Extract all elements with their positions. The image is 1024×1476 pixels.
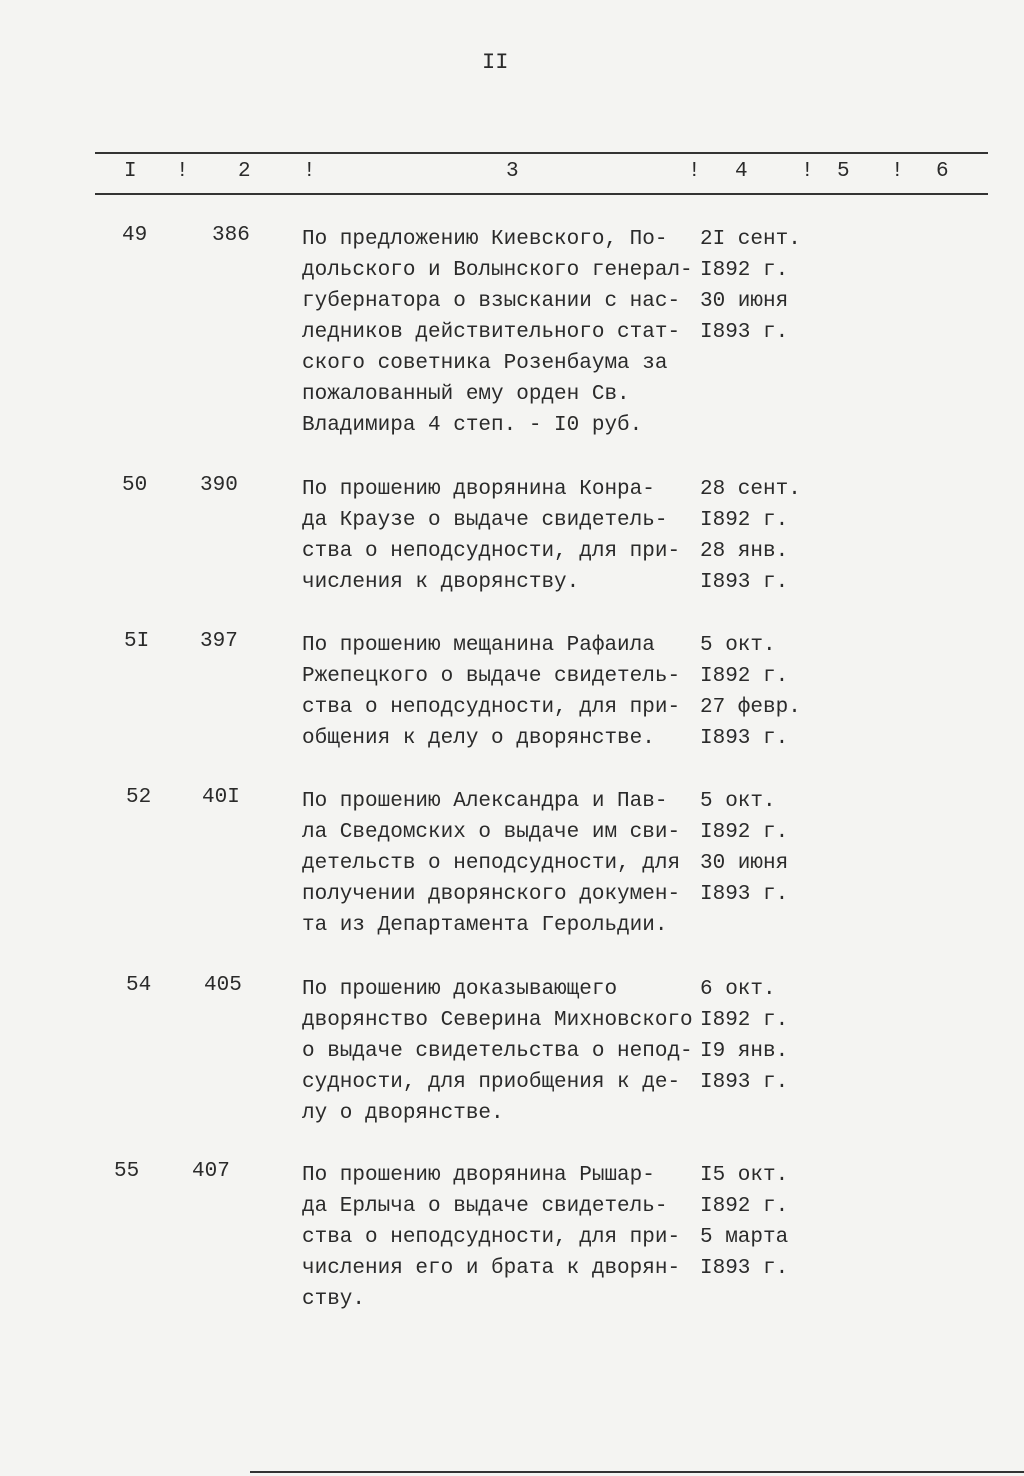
entry-description-line: По прошению дворянина Рышар-: [302, 1164, 655, 1187]
entry-description-line: да Ерлыча о выдаче свидетель-: [302, 1195, 668, 1218]
entry-description-line: дольского и Волынского генерал-: [302, 259, 693, 282]
file-number: 40I: [202, 786, 240, 809]
column-separator: !: [688, 160, 701, 183]
entry-description-line: По прошению доказывающего: [302, 978, 618, 1001]
entry-description: [302, 474, 680, 598]
entry-dates-line: 28 янв.: [700, 540, 789, 563]
column-separator: !: [176, 160, 189, 183]
file-number: 386: [212, 224, 250, 247]
entry-number: 50: [122, 474, 148, 497]
entry-dates-line: I893 г.: [700, 571, 789, 594]
entry-description-line: губернатора о взыскании с нас-: [302, 290, 681, 313]
table-top-rule: [95, 152, 988, 154]
page-number: II: [482, 50, 509, 75]
entry-dates-line: 2I сент.: [700, 228, 801, 251]
entry-description-line: ского советника Розенбаума за: [302, 352, 668, 375]
entry-description-line: пожалованный ему орден Св.: [302, 383, 630, 406]
column-header: 2: [238, 160, 251, 183]
entry-description-line: ства о неподсудности, для при-: [302, 696, 681, 719]
column-header: 5: [837, 160, 850, 183]
entry-description-line: ству.: [302, 1288, 366, 1311]
entry-dates-line: 27 февр.: [700, 696, 801, 719]
entry-number: 54: [126, 974, 152, 997]
bottom-rule: [250, 1471, 1024, 1473]
entry-description-line: та из Департамента Герольдии.: [302, 914, 668, 937]
column-separator: !: [891, 160, 904, 183]
entry-description: [302, 1160, 680, 1315]
entry-dates-line: I892 г.: [700, 1009, 789, 1032]
entry-dates-line: 6 окт.: [700, 978, 776, 1001]
column-header: I: [124, 160, 137, 183]
entry-dates-line: 30 июня: [700, 852, 789, 875]
entry-description-line: По предложению Киевского, По-: [302, 228, 668, 251]
entry-description-line: По прошению дворянина Конра-: [302, 478, 655, 501]
entry-description: [302, 974, 693, 1129]
column-separator: !: [303, 160, 316, 183]
entry-dates: [700, 224, 801, 348]
file-number: 407: [192, 1160, 230, 1183]
file-number: 397: [200, 630, 238, 653]
entry-description-line: ла Сведомских о выдаче им сви-: [302, 821, 681, 844]
column-separator: !: [801, 160, 814, 183]
entry-description-line: судности, для приобщения к де-: [302, 1071, 681, 1094]
entry-dates-line: I9 янв.: [700, 1040, 789, 1063]
entry-dates: [700, 1160, 788, 1284]
column-header: 4: [735, 160, 748, 183]
entry-dates-line: 30 июня: [700, 290, 789, 313]
entry-dates: [700, 630, 801, 754]
entry-dates-line: I893 г.: [700, 1257, 789, 1280]
entry-description-line: ства о неподсудности, для при-: [302, 1226, 681, 1249]
entry-description: [302, 224, 693, 441]
entry-description: [302, 630, 680, 754]
entry-description-line: По прошению Александра и Пав-: [302, 790, 668, 813]
entry-description-line: числения его и брата к дворян-: [302, 1257, 681, 1280]
entry-dates-line: I893 г.: [700, 1071, 789, 1094]
entry-dates-line: I893 г.: [700, 321, 789, 344]
entry-description-line: ства о неподсудности, для при-: [302, 540, 681, 563]
entry-description: [302, 786, 680, 941]
entry-number: 55: [114, 1160, 140, 1183]
entry-description-line: лу о дворянстве.: [302, 1102, 504, 1125]
entry-description-line: ледников действительного стат-: [302, 321, 681, 344]
entry-description-line: да Краузе о выдаче свидетель-: [302, 509, 668, 532]
entry-dates: [700, 974, 788, 1098]
entry-number: 52: [126, 786, 152, 809]
entry-description-line: дворянство Северина Михновского: [302, 1009, 693, 1032]
column-header: 6: [936, 160, 949, 183]
entry-description-line: получении дворянского докумен-: [302, 883, 681, 906]
entry-dates-line: 28 сент.: [700, 478, 801, 501]
entry-dates-line: 5 окт.: [700, 634, 776, 657]
entry-dates-line: I893 г.: [700, 883, 789, 906]
entry-dates: [700, 786, 788, 910]
column-header: 3: [506, 160, 519, 183]
entry-dates-line: I893 г.: [700, 727, 789, 750]
entry-description-line: Ржепецкого о выдаче свидетель-: [302, 665, 681, 688]
entry-dates-line: I5 окт.: [700, 1164, 789, 1187]
entry-description-line: числения к дворянству.: [302, 571, 580, 594]
entry-dates-line: I892 г.: [700, 509, 789, 532]
entry-dates: [700, 474, 801, 598]
entry-number: 5I: [124, 630, 150, 653]
file-number: 390: [200, 474, 238, 497]
entry-number: 49: [122, 224, 148, 247]
entry-dates-line: I892 г.: [700, 1195, 789, 1218]
entry-dates-line: 5 окт.: [700, 790, 776, 813]
entry-dates-line: I892 г.: [700, 821, 789, 844]
entry-description-line: По прошению мещанина Рафаила: [302, 634, 655, 657]
table-header-rule: [95, 193, 988, 195]
entry-dates-line: I892 г.: [700, 665, 789, 688]
entry-description-line: детельств о неподсудности, для: [302, 852, 681, 875]
entry-dates-line: I892 г.: [700, 259, 789, 282]
file-number: 405: [204, 974, 242, 997]
entry-description-line: Владимира 4 степ. - I0 руб.: [302, 414, 643, 437]
entry-description-line: общения к делу о дворянстве.: [302, 727, 655, 750]
entry-dates-line: 5 марта: [700, 1226, 789, 1249]
entry-description-line: о выдаче свидетельства о непод-: [302, 1040, 693, 1063]
